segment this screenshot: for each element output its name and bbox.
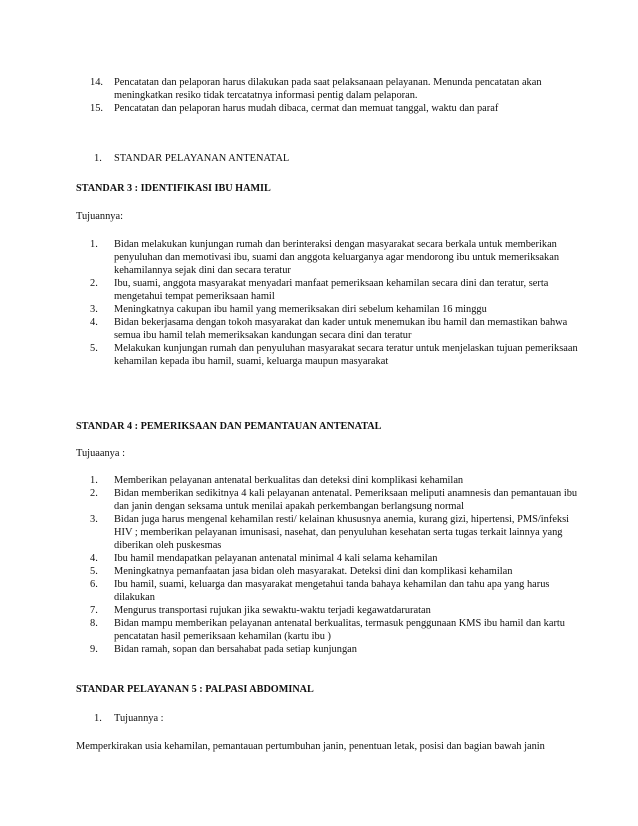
standar4-tujuan-label: Tujuaanya :: [76, 448, 125, 459]
list-item: [0, 487, 638, 513]
item-number: 3.: [90, 304, 98, 315]
list-item: [0, 342, 638, 368]
list-item: [0, 513, 638, 552]
item-text: Meningkatnya cakupan ibu hamil yang memeriksakan diri sebelum kehamilan 16 minggu: [114, 304, 487, 315]
item-text: Bidan mampu memberikan pelayanan antenatal berkualitas, termasuk penggunaan KMS ibu hamil dan kartu pencatatan hasil pemeriksaan kehamilan (kartu ibu ): [114, 618, 565, 642]
list-item: [0, 643, 638, 656]
item-text: Bidan bekerjasama dengan tokoh masyarakat dan kader untuk menemukan ibu hamil dan memastikan bahwa semua ibu hamil telah memeriksakan kandungan secara dini dan teratur: [114, 317, 568, 341]
list-item: [0, 565, 638, 578]
item-number: 3.: [90, 514, 98, 525]
list-item: [0, 552, 638, 565]
item-text: Pencatatan dan pelaporan harus mudah dibaca, cermat dan memuat tanggal, waktu dan paraf: [114, 103, 499, 114]
item-number: 8.: [90, 618, 98, 629]
item-number: 6.: [90, 579, 98, 590]
item-text: Bidan juga harus mengenal kehamilan resti/ kelainan khususnya anemia, kurang gizi, hipertensi, PMS/infeksi HIV ; memberikan pelayanan imunisasi, nasehat, dan penyuluhan kesehatan serta tugas terkait lainnya yang diberikan oleh puskesmas: [114, 514, 570, 551]
list-item: [0, 102, 638, 115]
item-number: 2.: [90, 488, 98, 499]
list-item: [0, 277, 638, 303]
standar4-list: [0, 474, 638, 656]
list-item: [0, 474, 638, 487]
standar3-tujuan-label: Tujuannya:: [76, 211, 123, 222]
item-number: 9.: [90, 644, 98, 655]
intro-list: [0, 76, 638, 115]
item-number: 5.: [90, 566, 98, 577]
item-text: Meningkatnya pemanfaatan jasa bidan oleh masyarakat. Deteksi dini dan komplikasi kehamilan: [114, 566, 513, 577]
item-text: Memberikan pelayanan antenatal berkualitas dan deteksi dini komplikasi kehamilan: [114, 475, 464, 486]
standar3-list: [0, 238, 638, 368]
item-number: 4.: [90, 317, 98, 328]
item-number: 15.: [90, 103, 103, 114]
subheading-number: 1.: [94, 713, 102, 724]
list-item: [0, 76, 638, 102]
item-text: Ibu hamil mendapatkan pelayanan antenatal minimal 4 kali selama kehamilan: [114, 553, 438, 564]
list-item: [0, 578, 638, 604]
subheading-text: Tujuannya :: [114, 713, 164, 724]
list-item: [0, 604, 638, 617]
item-number: 2.: [90, 278, 98, 289]
item-text: Bidan melakukan kunjungan rumah dan berinteraksi dengan masyarakat secara berkala untuk memberikan penyuluhan dan memotivasi ibu, suami dan anggota keluarganya agar mendorong ibu untuk memeriksakan kehamilannya sejak dini dan secara teratur: [114, 239, 560, 276]
item-number: 7.: [90, 605, 98, 616]
standar3-title: STANDAR 3 : IDENTIFIKASI IBU HAMIL: [76, 183, 271, 194]
list-item: [0, 238, 638, 277]
list-item: [0, 303, 638, 316]
list-item: [0, 316, 638, 342]
standar4-title: STANDAR 4 : PEMERIKSAAN DAN PEMANTAUAN ANTENATAL: [76, 421, 382, 432]
item-number: 1.: [90, 475, 98, 486]
item-text: Mengurus transportasi rujukan jika sewaktu-waktu terjadi kegawatdaruratan: [114, 605, 431, 616]
item-text: Ibu hamil, suami, keluarga dan masyarakat mengetahui tanda bahaya kehamilan dan tahu apa yang harus dilakukan: [114, 579, 550, 603]
item-text: Bidan ramah, sopan dan bersahabat pada setiap kunjungan: [114, 644, 357, 655]
item-text: Bidan memberikan sedikitnya 4 kali pelayanan antenatal. Pemeriksaan meliputi anamnesis dan pemantauan ibu dan janin dengan seksama untuk menilai apakah perkembangan berlangsung normal: [114, 488, 578, 512]
standar5-paragraph: Memperkirakan usia kehamilan, pemantauan pertumbuhan janin, penentuan letak, posisi dan bagian bawah janin: [76, 741, 545, 752]
section-antenatal-heading: [94, 152, 289, 165]
item-text: Melakukan kunjungan rumah dan penyuluhan masyarakat secara teratur untuk menjelaskan tujuan pemeriksaan kehamilan kepada ibu hamil, suami, keluarga maupun masyarakat: [114, 343, 578, 367]
standar5-subheading: [94, 712, 164, 725]
list-item: [0, 617, 638, 643]
heading-number: 1.: [94, 153, 102, 164]
item-number: 1.: [90, 239, 98, 250]
item-number: 4.: [90, 553, 98, 564]
item-number: 5.: [90, 343, 98, 354]
item-number: 14.: [90, 77, 103, 88]
standar5-title: STANDAR PELAYANAN 5 : PALPASI ABDOMINAL: [76, 684, 314, 695]
item-text: Ibu, suami, anggota masyarakat menyadari manfaat pemeriksaan kehamilan secara dini dan teratur, serta mengetahui tempat pemeriksaan hamil: [114, 278, 549, 302]
item-text: Pencatatan dan pelaporan harus dilakukan pada saat pelaksanaan pelayanan. Menunda pencatatan akan meningkatkan resiko tidak tercatatnya informasi pentig dalam pelaporan.: [114, 77, 542, 101]
heading-text: STANDAR PELAYANAN ANTENATAL: [114, 153, 290, 164]
